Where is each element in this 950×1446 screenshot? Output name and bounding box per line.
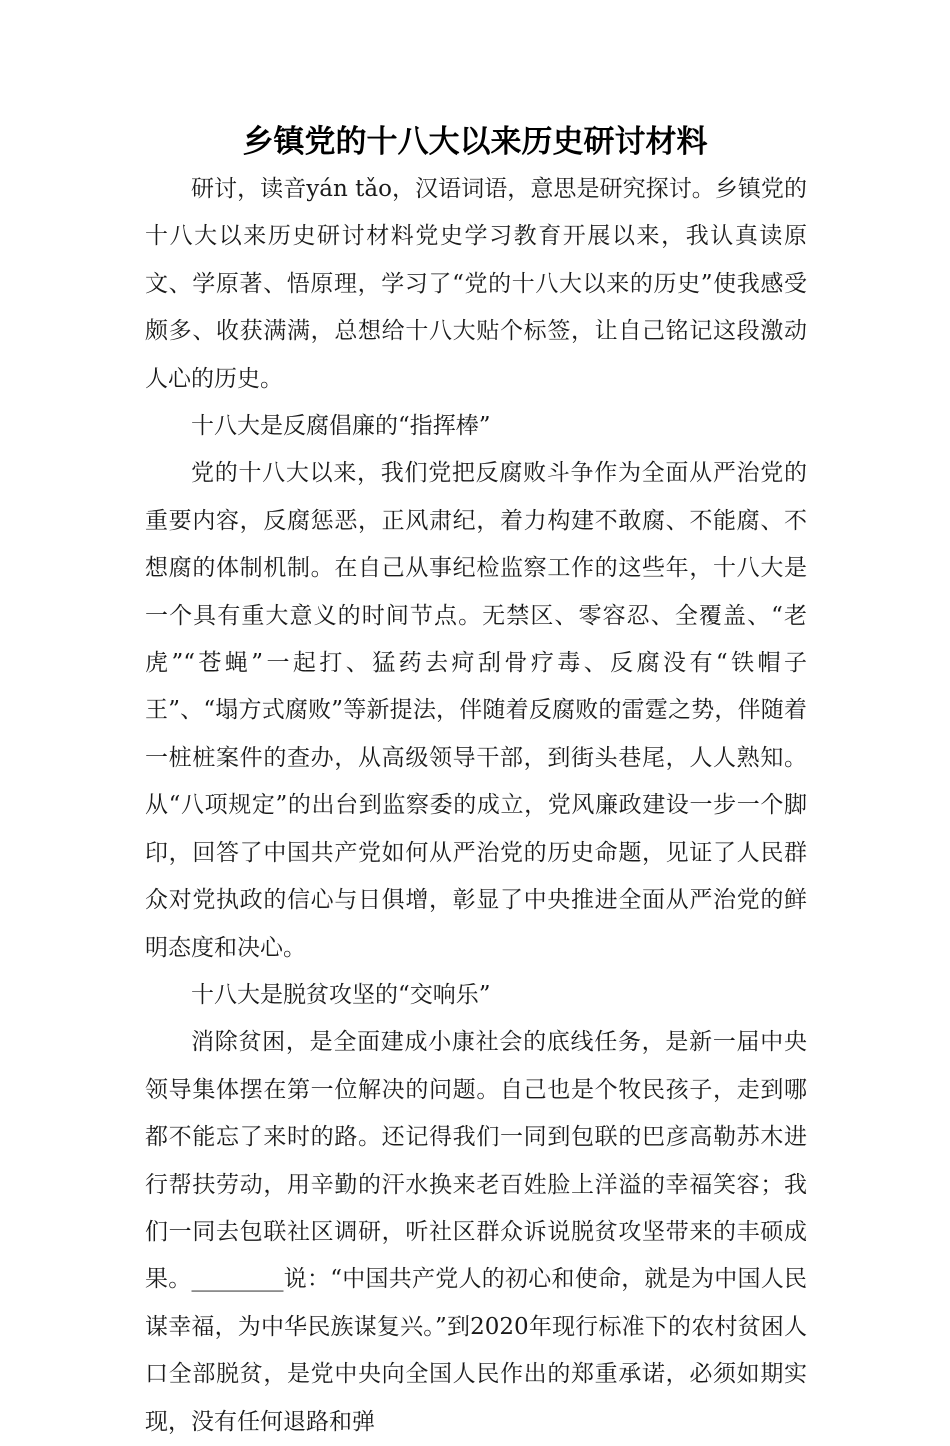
document-body [145, 166, 807, 1446]
section-heading-anticorruption: 十八大是反腐倡廉的“指挥棒” [191, 413, 491, 440]
document-title: 乡镇党的十八大以来历史研讨材料 [242, 124, 708, 160]
paragraph-poverty: 消除贫困，是全面建成小康社会的底线任务，是新一届中央领导集体摆在第一位解决的问题。自己也是个牧民孩子，走到哪都不能忘了来时的路。还记得我们一同到包联的巴彦高勒苏木进行帮扶劳动，用辛勤的汗水换来老百姓脸上洋溢的幸福笑容；我们一同去包联社区调研，听社区群众诉说脱贫攻坚带来的丰硕成果。________说：“中国共产党人的初心和使命，就是为中国人民谋幸福，为中华民族谋复兴。”到2020年现行标准下的农村贫困人口全部脱贫，是党中央向全国人民作出的郑重承诺，必须如期实现，没有任何退路和弹 [145, 1029, 807, 1435]
paragraph-intro: 研讨，读音yán tǎo，汉语词语，意思是研究探讨。乡镇党的十八大以来历史研讨材料党史学习教育开展以来，我认真读原文、学原著、悟原理，学习了“党的十八大以来的历史”使我感受颇多、收获满满，总想给十八大贴个标签，让自己铭记这段激动人心的历史。 [145, 176, 807, 392]
paragraph-anticorruption: 党的十八大以来，我们党把反腐败斗争作为全面从严治党的重要内容，反腐惩恶，正风肃纪，着力构建不敢腐、不能腐、不想腐的体制机制。在自己从事纪检监察工作的这些年，十八大是一个具有重大意义的时间节点。无禁区、零容忍、全覆盖、“老虎”“苍蝇”一起打、猛药去疴刮骨疗毒、反腐没有“铁帽子王”、“塌方式腐败”等新提法，伴随着反腐败的雷霆之势，伴随着一桩桩案件的查办，从高级领导干部，到街头巷尾，人人熟知。从“八项规定”的出台到监察委的成立，党风廉政建设一步一个脚印，回答了中国共产党如何从严治党的历史命题，见证了人民群众对党执政的信心与日俱增，彰显了中央推进全面从严治党的鲜明态度和决心。 [145, 460, 807, 961]
section-heading-poverty: 十八大是脱贫攻坚的“交响乐” [191, 981, 491, 1008]
